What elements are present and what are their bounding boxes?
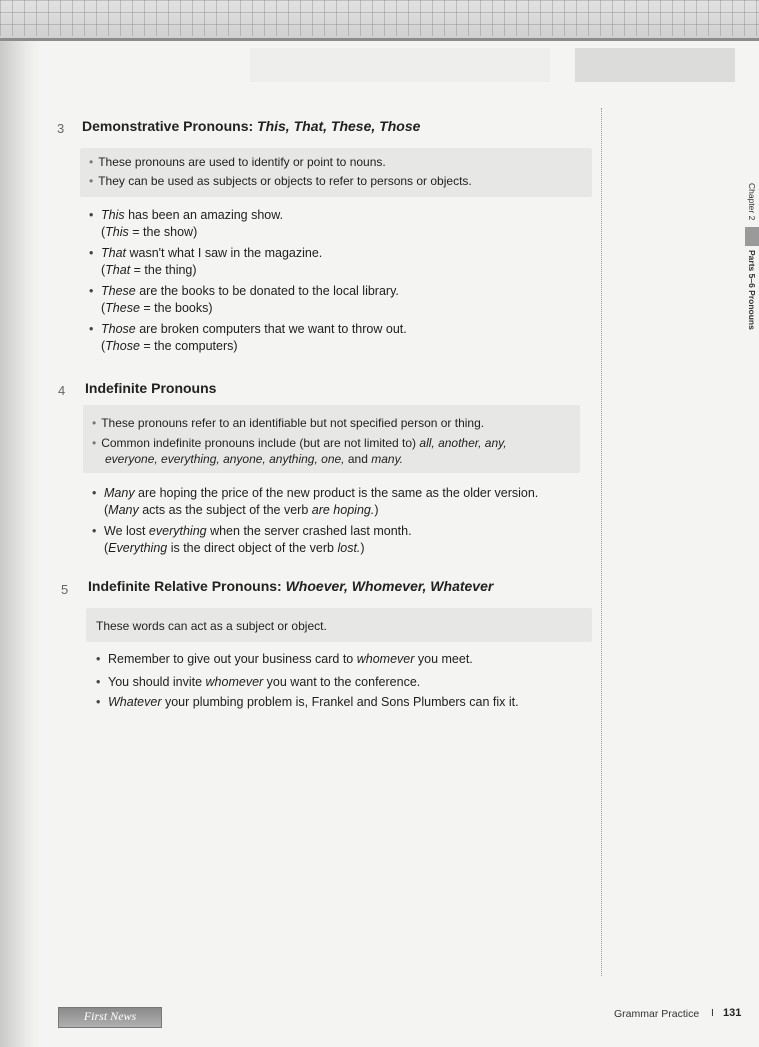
section-number: 3 [57, 121, 65, 136]
book-title: Grammar Practice [614, 1008, 700, 1020]
sidebar-chapter: Chapter 2 [747, 183, 757, 221]
note-item-continued: everyone, everything, anyone, anything, one, and many. [105, 452, 404, 466]
example-item: • We lost everything when the server crashed last month. (Everything is the direct object of the verb lost.) [92, 524, 412, 555]
sidebar-parts: Parts 5–6 Pronouns [747, 250, 757, 330]
example-item: • Remember to give out your business card to whomever you meet. [96, 652, 473, 666]
example-item: • This has been an amazing show. (This = the show) [89, 208, 284, 239]
column-divider [601, 108, 602, 976]
sidebar-marker [745, 227, 759, 246]
intro-text: These words can act as a subject or object. [96, 619, 327, 633]
previous-page-strip [0, 0, 759, 41]
page-number: 131 [723, 1007, 742, 1019]
example-item: • That wasn't what I saw in the magazine. (That = the thing) [89, 246, 323, 277]
publisher-logo-text: First News [83, 1009, 137, 1023]
section-number: 5 [61, 582, 69, 597]
section-heading: Indefinite Pronouns [85, 380, 217, 396]
example-item: • Many are hoping the price of the new product is the same as the older version. (Many acts as the subject of the verb are hoping.) [92, 486, 539, 517]
note-item: • Common indefinite pronouns include (but are not limited to) all, another, any, [92, 436, 507, 450]
scan-edge-shadow [0, 0, 40, 1047]
section-number: 4 [58, 383, 66, 398]
example-item: • You should invite whomever you want to the conference. [96, 675, 421, 689]
note-item: • These pronouns refer to an identifiable but not specified person or thing. [92, 416, 485, 430]
footer-separator: I [711, 1007, 714, 1019]
example-item: • Those are broken computers that we want to throw out. (Those = the computers) [89, 322, 407, 353]
example-item: • Whatever your plumbing problem is, Frankel and Sons Plumbers can fix it. [96, 695, 519, 709]
note-item: • They can be used as subjects or objects to refer to persons or objects. [89, 174, 472, 188]
note-item: • These pronouns are used to identify or point to nouns. [89, 155, 386, 169]
bleed-through-block [250, 48, 550, 82]
section-heading: Demonstrative Pronouns: This, That, These, Those [82, 118, 421, 134]
example-item: • These are the books to be donated to the local library. (These = the books) [89, 284, 399, 315]
bleed-through-block [575, 48, 735, 82]
section-heading: Indefinite Relative Pronouns: Whoever, Whomever, Whatever [88, 578, 494, 594]
publisher-logo [58, 1007, 162, 1028]
